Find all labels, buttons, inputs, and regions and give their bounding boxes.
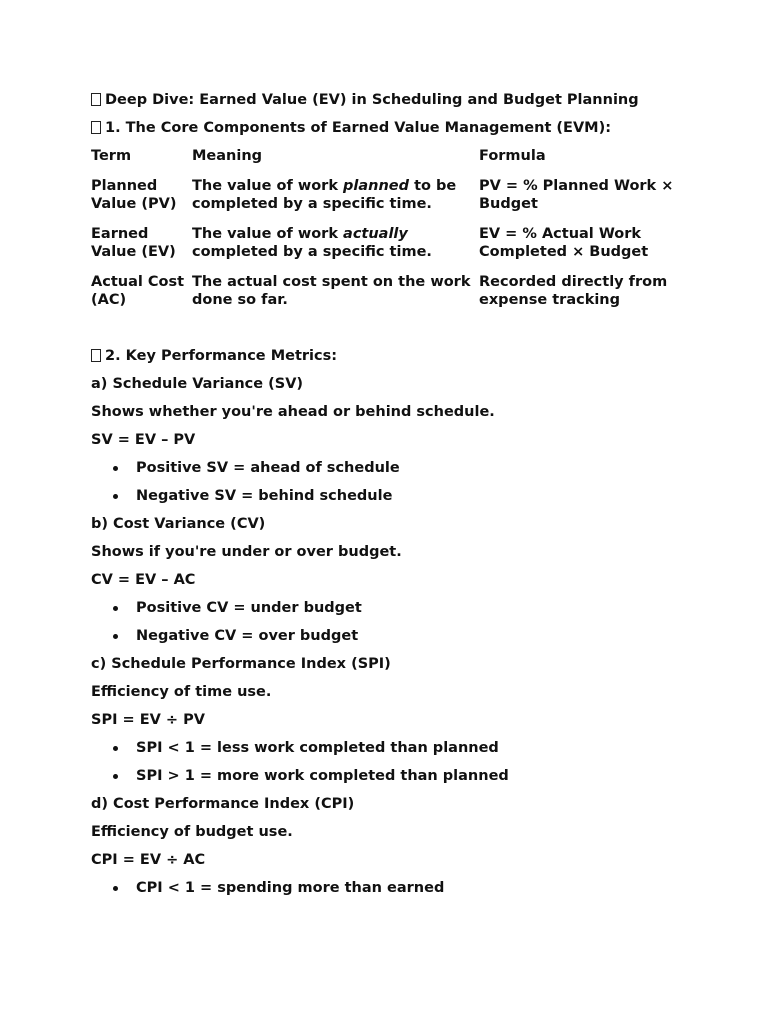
table-cell-formula: EV = % Actual Work Completed × Budget [479,226,649,260]
metric-title-spi: c) Schedule Performance Index (SPI) [91,656,391,672]
section1-heading-text: 1. The Core Components of Earned Value Management (EVM): [105,120,612,136]
metric-formula-cpi: CPI = EV ÷ AC [91,852,206,868]
emphasis-text: planned [343,178,410,194]
table-cell-term: Planned Value (PV) [91,178,177,212]
section-spacer [91,321,691,347]
list-item: SPI < 1 = less work completed than planned [91,739,691,757]
list-item: Negative CV = over budget [91,627,691,645]
section1-heading [91,119,691,137]
emphasis-text: actually [343,226,408,242]
metric-desc-spi: Efficiency of time use. [91,684,272,700]
metric-desc-cpi: Efficiency of budget use. [91,824,293,840]
metric-title-sv: a) Schedule Variance (SV) [91,376,304,392]
section2-heading-text: 2. Key Performance Metrics: [105,348,338,364]
metric-bullets-cv [91,599,691,645]
table-header-row [91,147,679,177]
list-item: SPI > 1 = more work completed than planned [91,767,691,785]
document-title-text: Deep Dive: Earned Value (EV) in Scheduling and Budget Planning [105,92,639,108]
table-cell-term: Earned Value (EV) [91,226,176,260]
list-item: Positive SV = ahead of schedule [91,459,691,477]
document-page [91,91,691,907]
table-row [91,225,679,273]
metric-desc-cv: Shows if you're under or over budget. [91,544,402,560]
metric-title-cpi: d) Cost Performance Index (CPI) [91,796,355,812]
metric-formula-spi: SPI = EV ÷ PV [91,712,205,728]
metric-formula-cv: CV = EV – AC [91,572,196,588]
table-cell-term: Actual Cost (AC) [91,274,185,308]
table-header-term: Term [91,148,132,164]
table-cell-formula: PV = % Planned Work × Budget [479,178,674,212]
list-item: CPI < 1 = spending more than earned [91,879,691,897]
table-cell-meaning: The value of work planned to be completed by a specific time. [192,178,457,212]
metric-bullets-spi [91,739,691,785]
table-cell-meaning: The actual cost spent on the work done so far. [192,274,471,308]
section2-heading [91,347,691,365]
missing-glyph-icon [91,349,101,362]
document-title [91,91,691,109]
missing-glyph-icon [91,121,101,134]
list-item: Negative SV = behind schedule [91,487,691,505]
table-header-meaning: Meaning [192,148,263,164]
table-cell-meaning: The value of work actually completed by a specific time. [192,226,432,260]
metric-formula-sv: SV = EV – PV [91,432,196,448]
table-row [91,177,679,225]
metric-desc-sv: Shows whether you're ahead or behind schedule. [91,404,495,420]
list-item: Positive CV = under budget [91,599,691,617]
table-header-formula: Formula [479,148,546,164]
metric-bullets-sv [91,459,691,505]
table-cell-formula: Recorded directly from expense tracking [479,274,668,308]
table-row [91,273,679,321]
metric-bullets-cpi [91,879,691,897]
metric-title-cv: b) Cost Variance (CV) [91,516,266,532]
evm-components-table [91,147,679,321]
missing-glyph-icon [91,93,101,106]
